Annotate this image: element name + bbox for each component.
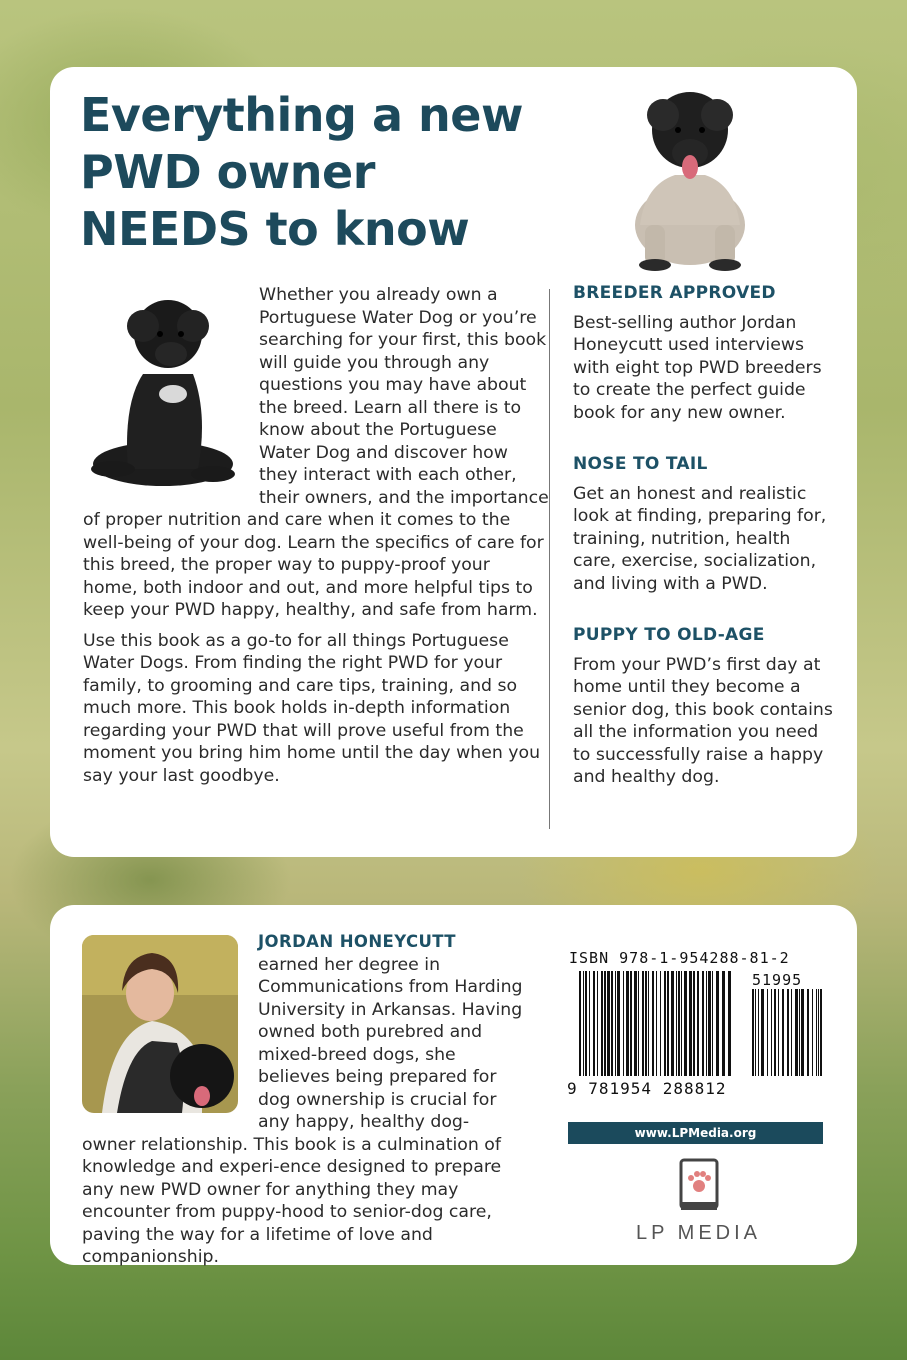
isbn-barcode: [567, 949, 827, 1109]
author-bio-block: [82, 931, 526, 1269]
author-bio: earned her degree in Communications from Harding University in Arkansas. Having owned both purebred and mixed-breed dogs, she believes being prepared for dog ownership is crucial for any happy, healthy dog- owner relationship. This book is a culmination of knowledge and experi-ence designed to prepare any new PWD owner for anything they may encounter from puppy-hood to senior-dog care, paving the way for a lifetime of love and companionship.: [82, 954, 523, 1267]
standing-dog-photo: [605, 75, 775, 275]
sitting-dog-photo: [83, 284, 259, 494]
headline: [80, 87, 523, 258]
author-panel: [50, 905, 857, 1265]
book-paw-icon: [677, 1158, 721, 1214]
features-sidebar: [573, 282, 835, 818]
isbn-label: ISBN 978-1-954288-81-2: [569, 949, 790, 967]
feature-text: Best-selling author Jordan Honeycutt used interviews with eight top PWD breeders to create the perfect guide book for any new owner.: [573, 312, 822, 423]
usage-paragraph: Use this book as a go-to for all things Portuguese Water Dogs. From finding the right PWD for your family, to grooming and care tips, training, and so much more. This book holds in-depth information regarding your PWD that will prove useful from the moment you bring him home until the day when you say your last goodbye.: [83, 630, 541, 786]
feature-heading: BREEDER APPROVED: [573, 283, 776, 303]
intro-paragraph: Whether you already own a Portuguese Water Dog or you’re searching for your first, this book will guide you through any questions you may have about the breed. Learn all there is to know about the Portuguese Water Dog and discover how they interact with each other, their owners, and the importance of proper nutrition and care when it comes to the well-being of your dog. Learn the specifics of care for this breed, the proper way to puppy-proof your home, both indoor and out, and more helpful tips to keep your PWD happy, healthy, and safe from harm.: [83, 285, 549, 620]
back-cover-main-panel: [50, 67, 857, 857]
feature-heading: NOSE TO TAIL: [573, 454, 708, 474]
publisher-url: www.LPMedia.org: [568, 1122, 823, 1144]
price-code: 51995: [752, 971, 803, 989]
publisher-logo: [636, 1158, 761, 1248]
headline-line-1: Everything a new: [80, 88, 523, 142]
column-divider: [549, 289, 550, 829]
publisher-logo-text: LP MEDIA: [636, 1222, 761, 1244]
feature-text: Get an honest and realistic look at finding, preparing for, training, nutrition, health care, exercise, socialization, and living with a PWD.: [573, 483, 827, 594]
author-photo: [82, 931, 258, 1131]
headline-line-3: NEEDS to know: [80, 202, 470, 256]
barcode-bars: [567, 971, 827, 1081]
barcode-digits: 9 781954 288812: [567, 1079, 727, 1098]
feature-heading: PUPPY TO OLD-AGE: [573, 625, 765, 645]
author-name: JORDAN HONEYCUTT: [258, 932, 456, 951]
feature-text: From your PWD’s first day at home until they become a senior dog, this book contains all the information you need to successfully raise a happy and healthy dog.: [573, 654, 833, 787]
main-description: [83, 284, 549, 795]
headline-line-2: PWD owner: [80, 145, 375, 199]
